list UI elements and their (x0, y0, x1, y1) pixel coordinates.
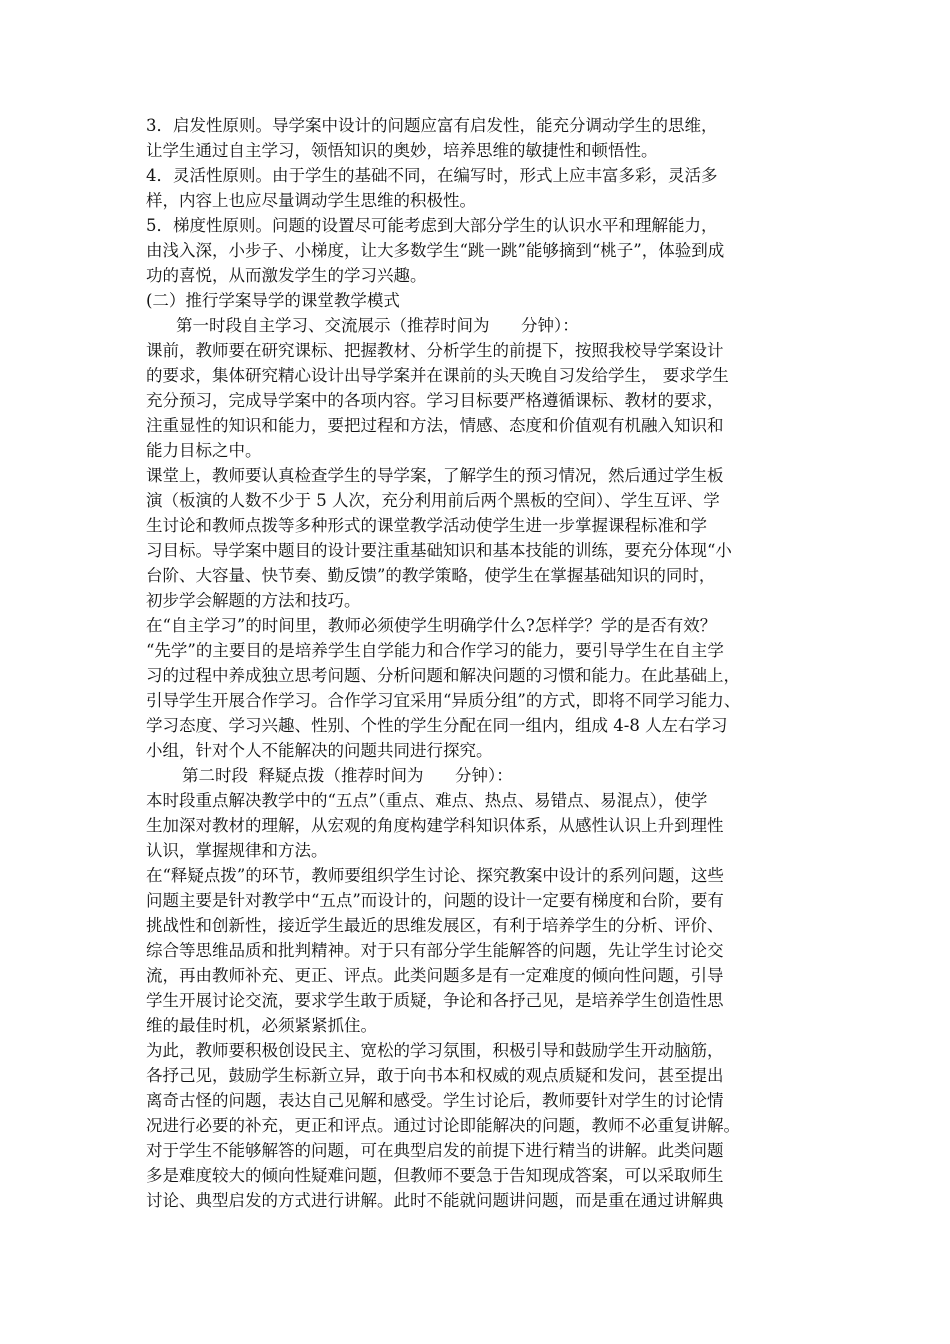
text-line: 4．灵活性原则。由于学生的基础不同，在编写时，形式上应丰富多彩，灵活多 (146, 166, 718, 185)
text-line: “先学”的主要目的是培养学生自学能力和合作学习的能力，要引导学生在自主学 (146, 641, 724, 660)
text-line: 各抒己见，鼓励学生标新立异，敢于向书本和权威的观点质疑和发问，甚至提出 (146, 1066, 724, 1085)
text-line: 离奇古怪的问题，表达自己见解和感受。学生讨论后，教师要针对学生的讨论情 (146, 1091, 724, 1110)
text-line: 注重显性的知识和能力，要把过程和方法，情感、态度和价值观有机融入知识和 (146, 416, 724, 435)
text-line: 的要求，集体研究精心设计出导学案并在课前的头天晚自习发给学生， 要求学生 (146, 366, 729, 385)
text-line: 综合等思维品质和批判精神。对于只有部分学生能解答的问题，先让学生讨论交 (146, 941, 724, 960)
text-line: 功的喜悦，从而激发学生的学习兴趣。 (146, 266, 427, 285)
text-line: 充分预习，完成导学案中的各项内容。学习目标要严格遵循课标、教材的要求， (146, 391, 724, 410)
text-line: 本时段重点解决教学中的“五点”（重点、难点、热点、易错点、易混点），使学 (146, 791, 708, 810)
text-line: 生加深对教材的理解，从宏观的角度构建学科知识体系，从感性认识上升到理性 (146, 816, 724, 835)
text-line: 由浅入深，小步子、小梯度，让大多数学生“跳一跳”能够摘到“桃子”，体验到成 (146, 241, 725, 260)
section-heading: (二）推行学案导学的课堂教学模式 (146, 291, 400, 310)
text-line: 习目标。导学案中题目的设计要注重基础知识和基本技能的训练，要充分体现“小 (146, 541, 732, 560)
text-line: 认识，掌握规律和方法。 (146, 841, 328, 860)
document-body (146, 113, 812, 1213)
text-line: 挑战性和创新性，接近学生最近的思维发展区，有利于培养学生的分析、评价、 (146, 916, 724, 935)
stage-heading-1: 第一时段自主学习、交流展示（推荐时间为 分钟）： (176, 316, 579, 335)
text-line: 样，内容上也应尽量调动学生思维的积极性。 (146, 191, 476, 210)
text-line: 3．启发性原则。导学案中设计的问题应富有启发性，能充分调动学生的思维， (146, 116, 718, 135)
text-line: 5．梯度性原则。问题的设置尽可能考虑到大部分学生的认识水平和理解能力， (146, 216, 718, 235)
stage-heading-2: 第二时段 释疑点拨（推荐时间为 分钟）： (182, 766, 513, 785)
text-line: 生讨论和教师点拨等多种形式的课堂教学活动使学生进一步掌握课程标准和学 (146, 516, 707, 535)
text-line: 让学生通过自主学习，领悟知识的奥妙，培养思维的敏捷性和顿悟性。 (146, 141, 658, 160)
text-line: 多是难度较大的倾向性疑难问题，但教师不要急于告知现成答案，可以采取师生 (146, 1166, 724, 1185)
text-line: 能力目标之中。 (146, 441, 262, 460)
text-line: 演（板演的人数不少于 5 人次，充分利用前后两个黑板的空间）、学生互评、学 (146, 491, 720, 510)
text-line: 课堂上，教师要认真检查学生的导学案，了解学生的预习情况，然后通过学生板 (146, 466, 724, 485)
text-line: 课前，教师要在研究课标、把握教材、分析学生的前提下，按照我校导学案设计 (146, 341, 724, 360)
text-line: 对于学生不能够解答的问题，可在典型启发的前提下进行精当的讲解。此类问题 (146, 1141, 724, 1160)
text-line: 小组，针对个人不能解决的问题共同进行探究。 (146, 741, 493, 760)
text-line: 况进行必要的补充，更正和评点。通过讨论即能解决的问题，教师不必重复讲解。 (146, 1116, 740, 1135)
text-line: 初步学会解题的方法和技巧。 (146, 591, 361, 610)
text-line: 习的过程中养成独立思考问题、分析问题和解决问题的习惯和能力。在此基础上， (146, 666, 740, 685)
text-line: 在“释疑点拨”的环节，教师要组织学生讨论、探究教案中设计的系列问题，这些 (146, 866, 724, 885)
text-line: 引导学生开展合作学习。合作学习宜采用“异质分组”的方式，即将不同学习能力、 (146, 691, 741, 710)
text-line: 学习态度、学习兴趣、性别、个性的学生分配在同一组内，组成 4-8 人左右学习 (146, 716, 728, 735)
text-line: 问题主要是针对教学中“五点”而设计的，问题的设计一定要有梯度和台阶，要有 (146, 891, 724, 910)
text-line: 学生开展讨论交流，要求学生敢于质疑，争论和各抒己见，是培养学生创造性思 (146, 991, 724, 1010)
text-line: 为此，教师要积极创设民主、宽松的学习氛围，积极引导和鼓励学生开动脑筋， (146, 1041, 724, 1060)
text-line: 台阶、大容量、快节奏、勤反馈”的教学策略，使学生在掌握基础知识的同时， (146, 566, 716, 585)
text-line: 讨论、典型启发的方式进行讲解。此时不能就问题讲问题，而是重在通过讲解典 (146, 1191, 724, 1210)
text-line: 流，再由教师补充、更正、评点。此类问题多是有一定难度的倾向性问题，引导 (146, 966, 724, 985)
text-line: 维的最佳时机，必须紧紧抓住。 (146, 1016, 377, 1035)
text-line: 在“自主学习”的时间里，教师必须使学生明确学什么?怎样学？学的是否有效？ (146, 616, 717, 635)
